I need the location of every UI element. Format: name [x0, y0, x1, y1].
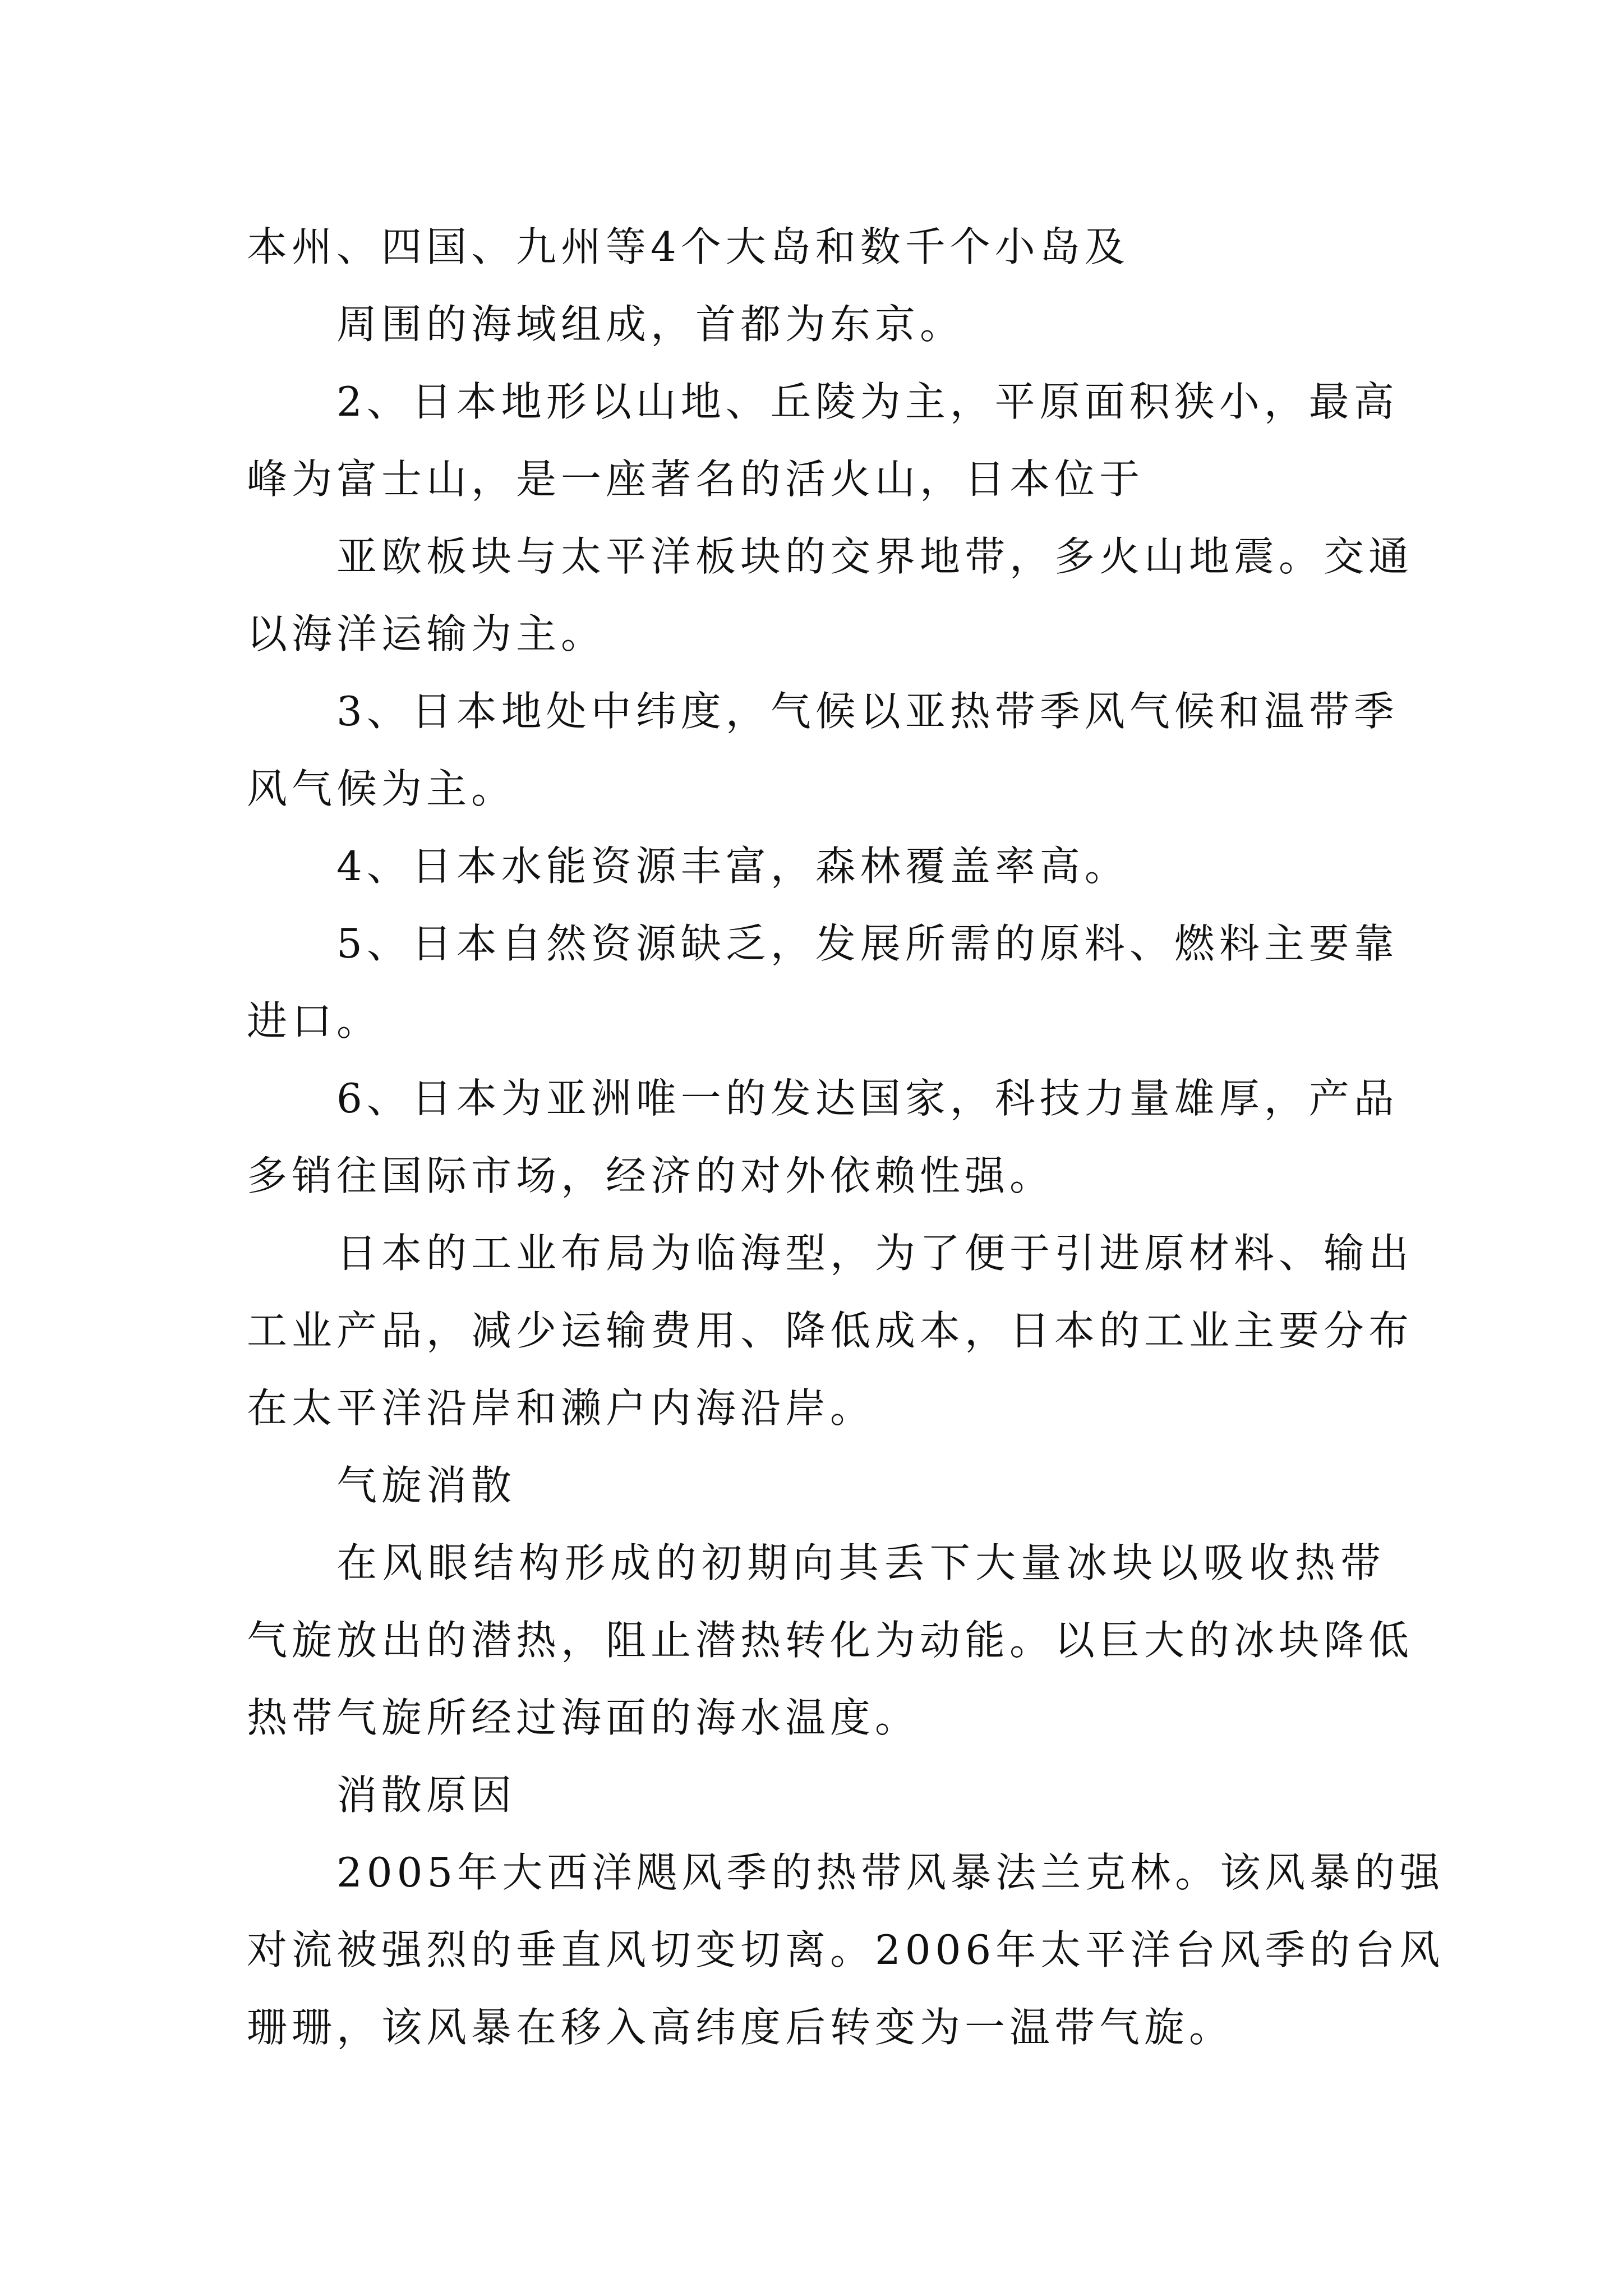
- text-line: 在风眼结构形成的初期向其丢下大量冰块以吸收热带: [336, 1539, 1385, 1586]
- text-line: 5、日本自然资源缺乏，发展所需的原料、燃料主要靠: [336, 920, 1399, 967]
- text-line: 风气候为主。: [247, 765, 517, 812]
- text-line: 本州、四国、九州等4个大岛和数千个小岛及: [247, 223, 1129, 270]
- document-body: [247, 213, 1445, 2071]
- text-line: 工业产品，减少运输费用、降低成本，日本的工业主要分布: [247, 1307, 1414, 1354]
- text-line: 在太平洋沿岸和濑户内海沿岸。: [247, 1384, 875, 1432]
- text-line: 2、日本地形以山地、丘陵为主，平原面积狭小，最高: [336, 378, 1399, 425]
- text-line: 以海洋运输为主。: [247, 610, 606, 657]
- text-line: 4、日本水能资源丰富，森林覆盖率高。: [336, 843, 1129, 890]
- text-line: 气旋放出的潜热，阻止潜热转化为动能。以巨大的冰块降低: [247, 1617, 1414, 1664]
- text-line: 日本的工业布局为临海型，为了便于引进原材料、输出: [336, 1230, 1414, 1277]
- text-line: 气旋消散: [336, 1462, 517, 1509]
- text-line: 亚欧板块与太平洋板块的交界地带，多火山地震。交通: [336, 533, 1414, 580]
- text-line: 峰为富士山，是一座著名的活火山，日本位于: [247, 455, 1145, 503]
- text-line: 对流被强烈的垂直风切变切离。2006年太平洋台风季的台风: [247, 1926, 1445, 1973]
- text-line: 进口。: [247, 997, 382, 1045]
- text-line: 消散原因: [336, 1772, 517, 1819]
- text-line: 多销往国际市场，经济的对外依赖性强。: [247, 1152, 1055, 1199]
- text-line: 周围的海域组成，首都为东京。: [336, 301, 965, 348]
- text-line: 珊珊，该风暴在移入高纬度后转变为一温带气旋。: [247, 2004, 1234, 2051]
- text-line: 3、日本地处中纬度，气候以亚热带季风气候和温带季: [336, 688, 1399, 735]
- text-line: 6、日本为亚洲唯一的发达国家，科技力量雄厚，产品: [336, 1075, 1399, 1122]
- text-line: 2005年大西洋飓风季的热带风暴法兰克林。该风暴的强: [336, 1849, 1445, 1896]
- text-line: 热带气旋所经过海面的海水温度。: [247, 1694, 920, 1741]
